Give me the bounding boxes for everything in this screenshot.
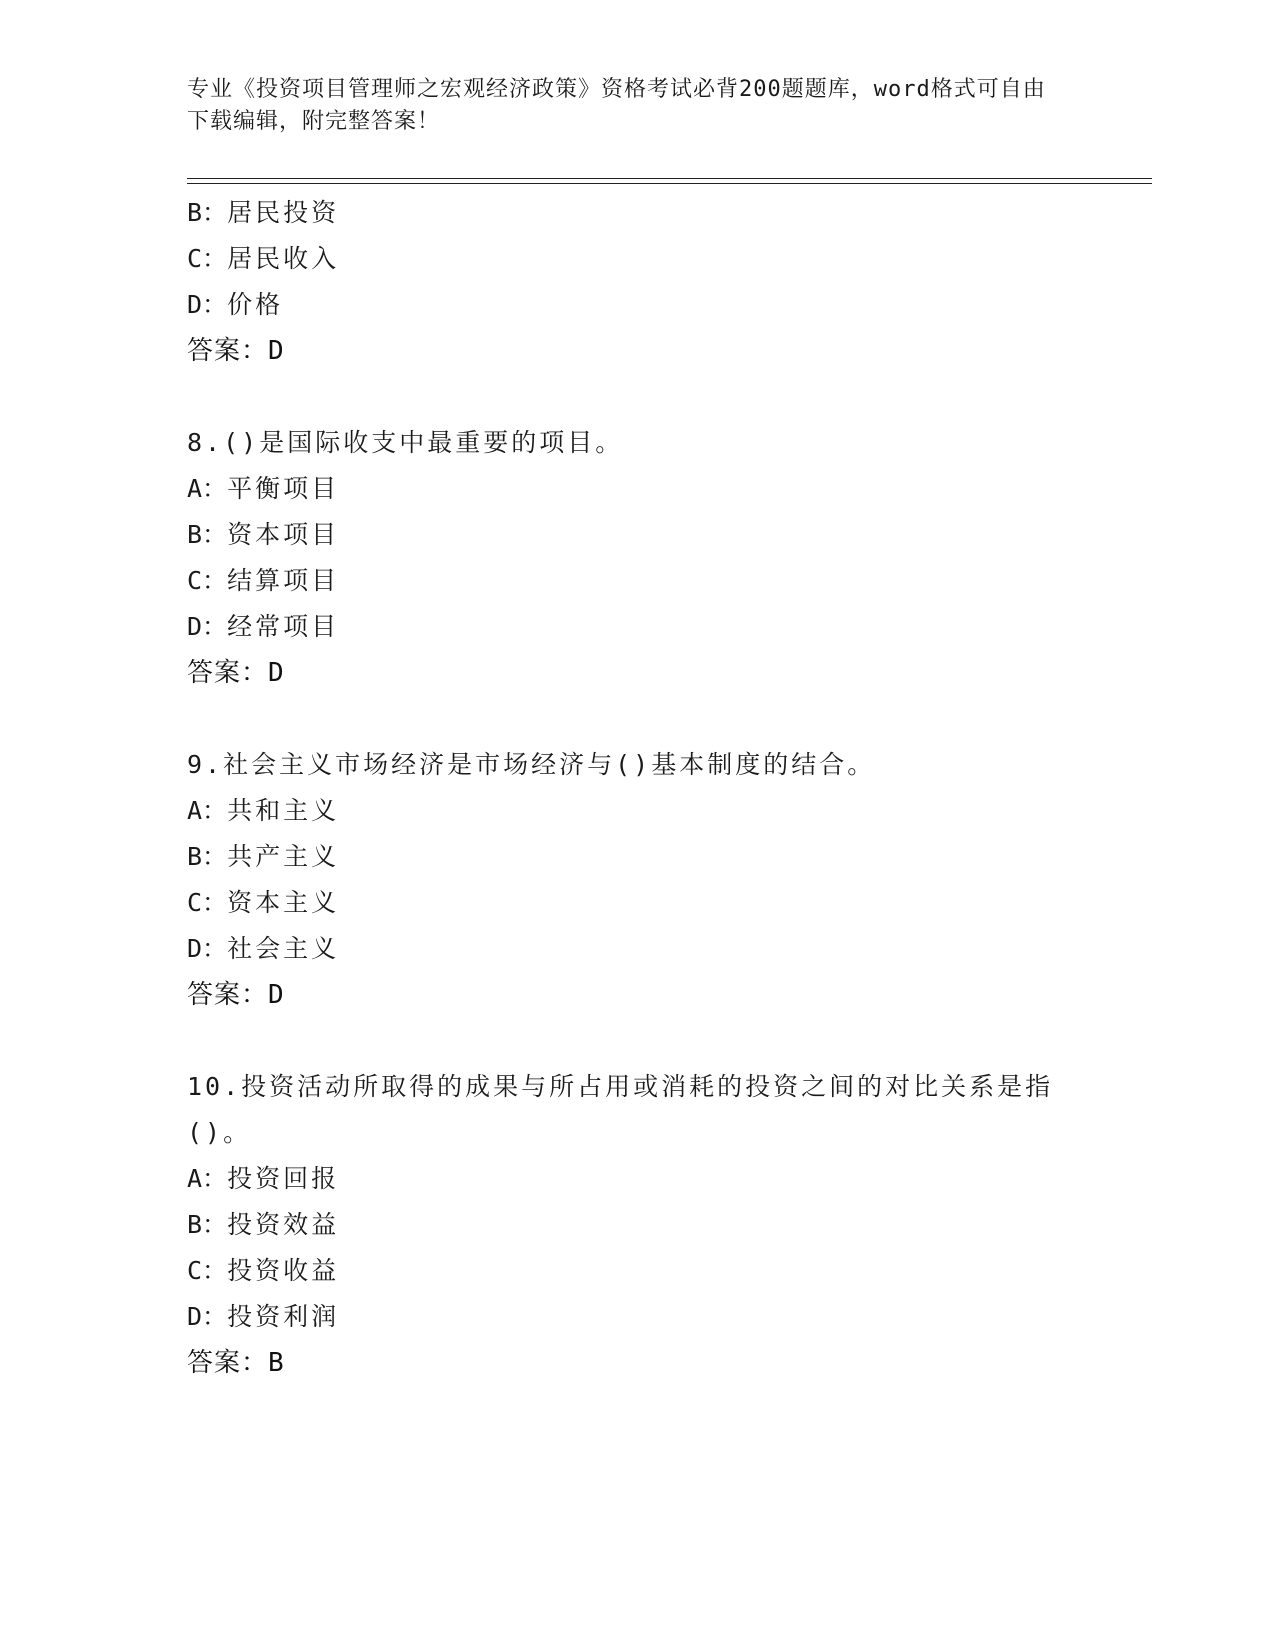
option-letter: A： [187, 474, 228, 503]
option-letter: C： [187, 244, 228, 273]
option-c [187, 1248, 1087, 1294]
option-text: 投资收益 [227, 1256, 340, 1285]
question-stem: 10.投资活动所取得的成果与所占用或消耗的投资之间的对比关系是指()。 [187, 1072, 1054, 1147]
option-text: 投资效益 [227, 1210, 340, 1239]
option-b [187, 1202, 1087, 1248]
option-d [187, 604, 1087, 650]
option-b [187, 512, 1087, 558]
option-letter: D： [187, 612, 228, 641]
answer-line: 答案：D [187, 658, 285, 688]
option-text: 平衡项目 [227, 474, 340, 503]
option-letter: A： [187, 796, 228, 825]
option-letter: B： [187, 520, 228, 549]
option-letter: A： [187, 1164, 228, 1193]
option-letter: C： [187, 888, 228, 917]
option-text: 居民投资 [227, 198, 340, 227]
option-d [187, 1294, 1087, 1340]
question-content [187, 190, 1087, 1386]
option-letter: C： [187, 566, 228, 595]
option-text: 居民收入 [227, 244, 340, 273]
option-text: 结算项目 [227, 566, 340, 595]
option-letter: B： [187, 1210, 228, 1239]
option-letter: D： [187, 1302, 228, 1331]
option-text: 投资回报 [227, 1164, 340, 1193]
option-a [187, 466, 1087, 512]
option-text: 共和主义 [227, 796, 340, 825]
answer-line: 答案：D [187, 980, 285, 1010]
header-rule-bottom [187, 183, 1152, 184]
option-letter: B： [187, 842, 228, 871]
option-b [187, 190, 1087, 236]
question-stem: 9.社会主义市场经济是市场经济与()基本制度的结合。 [187, 750, 876, 779]
option-d [187, 282, 1087, 328]
header-rule-top [187, 178, 1152, 179]
option-d [187, 926, 1087, 972]
question-stem: 8.()是国际收支中最重要的项目。 [187, 428, 624, 457]
option-text: 资本项目 [227, 520, 340, 549]
answer-line: 答案：D [187, 336, 285, 366]
option-a [187, 1156, 1087, 1202]
option-text: 社会主义 [227, 934, 340, 963]
option-text: 投资利润 [227, 1302, 340, 1331]
option-text: 资本主义 [227, 888, 340, 917]
option-letter: D： [187, 934, 228, 963]
option-c [187, 880, 1087, 926]
option-c [187, 236, 1087, 282]
option-letter: B： [187, 198, 228, 227]
option-text: 价格 [227, 290, 284, 319]
option-text: 经常项目 [227, 612, 340, 641]
option-c [187, 558, 1087, 604]
document-header: 专业《投资项目管理师之宏观经济政策》资格考试必背200题题库，word格式可自由下载编辑，附完整答案！ [187, 77, 1046, 134]
answer-line: 答案：B [187, 1348, 285, 1378]
option-letter: C： [187, 1256, 228, 1285]
option-letter: D： [187, 290, 228, 319]
option-a [187, 788, 1087, 834]
option-text: 共产主义 [227, 842, 340, 871]
option-b [187, 834, 1087, 880]
